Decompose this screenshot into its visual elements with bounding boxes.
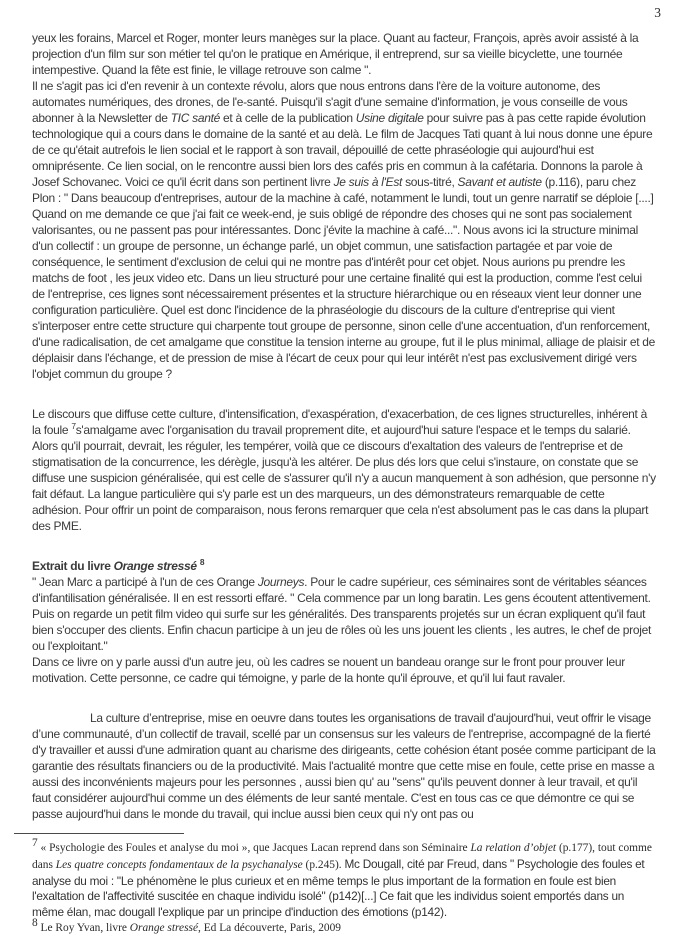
footnote-8 xyxy=(32,917,656,937)
footnote-ref: 7 xyxy=(71,421,76,431)
document-body xyxy=(32,30,656,822)
text-run: Les quatre concepts fondamentaux de la psychanalyse xyxy=(55,859,303,872)
paragraph-1 xyxy=(32,30,656,78)
paragraph-5 xyxy=(32,654,656,686)
text-run: s'amalgame avec l'organisation du travail proprement dite, et aujourd'hui sature l'espace et le temps du salarié. Alors qu'il pourrait, devrait, les réguler, les tempérer, voilà que ce discours d'exaltation des valeurs de l'entreprise et de stigmatisation de la concurrence, les dérègle, jusqu'à les altérer. De plus dés lors que celui s'instaure, on constate que se diffuse une suspicion généralisée, qui est celle de s'assurer qu'il n'y a aucun manquement à son adhésion, que personne n'y fait défaut. La langue particulière qui s'y parle est un des marqueurs, un des démonstrateurs remarquable de cette adhésion. Pour offrir un point de comparaison, nous ferons remarquer que cela n'est absolument pas le cas dans la plupart des PME. xyxy=(32,423,656,533)
text-run: La relation d’objet xyxy=(470,842,557,855)
text-run: Usine digitale xyxy=(355,111,424,125)
text-run: (p.116), paru chez Plon : " Dans beaucoup d'entreprises, autour de la machine à café, notamment le lundi, tout un genre narratif se déploie [....] Quand on me demande ce que j'ai fait ce week-end, je suis obligé de répondre des choses qui ne sont pas socialement valorisantes, ou ne passent pas pour intéressantes. Donc j'évite la machine à café...". Nous avons ici la structure minimal d'un collectif : un groupe de personne, un échange parlé, un objet commun, une satisfaction partagée et par voie de conséquence, le sentiment d'exclusion de celui qui ne montre pas d'intérêt pour cet objet. Nous aurions pu prendre les matchs de foot , les jeux video etc. Dans un lieu structuré pour une certaine finalité qui est la production, comme l'est celui de l'entreprise, ces lignes sont nécessairement présentes et la structure hiérarchique ou en réseaux vient leur donner une configuration particulière. Quel est donc l'incidence de la phraséologie du discours de la culture d'entreprise qui vient s'interposer entre cette structure qui charpente tout groupe de personne, sinon celle d'une accentuation, d'un renforcement, d'une radicalisation, de cet amalgame que constitue la tension interne au groupe, fut il le plus minimal, alliage de plaisir et de déplaisir dans l'échange, et de pression de mise à l'écart de ceux pour qui leur intérêt n'est pas exclusivement dirigé vers l'objet commun du groupe ? xyxy=(32,175,656,381)
section-heading xyxy=(32,558,656,574)
text-run: La culture d’entreprise, mise en oeuvre dans toutes les organisations de travail d'aujourd'hui, veut offrir le visage d’une communauté, d’un collectif de travail, scellé par un consensus sur les valeurs de l'entreprise, accompagné de la fierté d'y travailler et aussi d'une admiration quant au charisme des dirigeants, cette cohésion étant posée comme participant de la garantie des résultats financiers ou de la productivité. Mais l'actualité montre que cette mise en foule, cette prise en masse a aussi des inconvénients majeurs pour les personnes , aussi bien qu' au "sens" qu'ils peuvent donner à leur travail, et qu'il faut considérer aujourd'hui comme un des éléments de leur santé mentale. C'est en tous cas ce que démontre ce qui se passe aujourd'hui dans le monde du travail, qui inclue aussi bien ceux qui n'y ont pas ou xyxy=(32,711,656,821)
text-run: Le discours que diffuse cette culture, d'intensification, d'exaspération, d'exacerbation, de ces lignes structurelles, inhérent à la foule xyxy=(32,407,648,437)
text-run: Je suis à l'Est xyxy=(333,175,403,189)
footnote-list xyxy=(32,837,656,937)
text-run: Journeys xyxy=(257,575,305,589)
footnote-marker: 8 xyxy=(32,917,38,930)
text-run: " Jean Marc a participé à l'un de ces Orange xyxy=(32,575,258,589)
paragraph-2 xyxy=(32,78,656,382)
text-run: Mc Dougall, cité par Freud, dans " Psychologie des foules et analyse du moi : "Le phénomène le plus curieux et en même temps le plus important de la formation en foule est bien l'exaltation de l'affectivité suscitée en chaque individu isolé" (p142)[...] Ce fait que les individus soient emportés dans un même élan, mac dougall l'explique par un principe d'induction des émotions (p142). xyxy=(32,857,645,919)
footnote-7 xyxy=(32,837,656,920)
paragraph-3 xyxy=(32,406,656,534)
footnote-separator xyxy=(14,833,184,834)
text-run: Dans ce livre on y parle aussi d'un autre jeu, où les cadres se nouent un bandeau orange sur le front pour prouver leur motivation. Cette personne, ce cadre qui témoigne, y parle de la honte qu'il éprouve, et qu'il lui faut ravaler. xyxy=(32,655,625,685)
text-run: Orange stressé xyxy=(129,922,199,935)
text-run: Le Roy Yvan, livre xyxy=(37,922,130,935)
text-run: yeux les forains, Marcel et Roger, monter leurs manèges sur la place. Quant au facteur, François, après avoir assisté à la projection d'un film sur son métier tel qu'on le pratique en Amérique, il entreprend, sur sa vieille bicyclette, une tournée intempestive. Quand la fête est finie, le village retrouve son calme ". xyxy=(32,31,639,77)
paragraph-4 xyxy=(32,574,656,654)
text-run: Orange stressé xyxy=(113,559,197,573)
footnote-marker: 7 xyxy=(32,837,38,850)
footnote-section xyxy=(32,833,656,937)
text-run: (p.245). xyxy=(302,859,345,872)
page-number: 3 xyxy=(654,5,661,20)
text-run: TIC santé xyxy=(170,111,220,125)
text-run: (p.177), tout comme dans xyxy=(32,842,652,872)
text-run: et à celle de la publication xyxy=(219,111,356,125)
text-run: « Psychologie des Foules et analyse du moi », que Jacques Lacan reprend dans son Séminaire xyxy=(37,842,471,855)
text-run: pour suivre pas à pas cette rapide évolution technologique qui a cours dans le domaine de la santé et au delà. Le film de Jacques Tati quant à lui nous donne une épure de ce qu'était autrefois le lien social et le rapport à son travail, dépouillé de cette phraséologie qui aujourd'hui est omniprésente. Ce lien social, on le rencontre aussi bien lors des cafés pris en commun à la cafétaria. Donnons la parole à Josef Schovanec. Voici ce qu'il écrit dans son pertinent livre xyxy=(32,111,653,189)
text-run: , Ed La découverte, Paris, 2009 xyxy=(198,922,341,935)
text-run: sous-titré, xyxy=(402,175,458,189)
text-run: Extrait du livre xyxy=(32,559,114,573)
footnote-ref: 8 xyxy=(199,557,205,567)
text-run: Savant et autiste xyxy=(457,175,542,189)
paragraph-6 xyxy=(32,710,656,822)
text-run: Il ne s'agit pas ici d'en revenir à un contexte révolu, alors que nous entrons dans l'ère de la voiture autonome, des automates numériques, des drones, de l'e-santé. Puisqu'il s'agit d'une semaine d'information, je vous conseille de vous abonner à la Newsletter de xyxy=(32,79,628,125)
text-run: . Pour le cadre supérieur, ces séminaires sont de véritables séances d'infantilisation généralisée. Il en est ressorti effaré. " Cela commence par un long baratin. Les gens écoutent attentivement. Puis on regarde un petit film video qui surfe sur les généralités. Des transparents projetés sur un écran expliquent qu'il faut bien s'occuper des clients. Enfin chacun participe à un jeu de rôles où les uns jouent les clients , les autres, le chef de projet ou l'exploitant." xyxy=(32,575,652,653)
